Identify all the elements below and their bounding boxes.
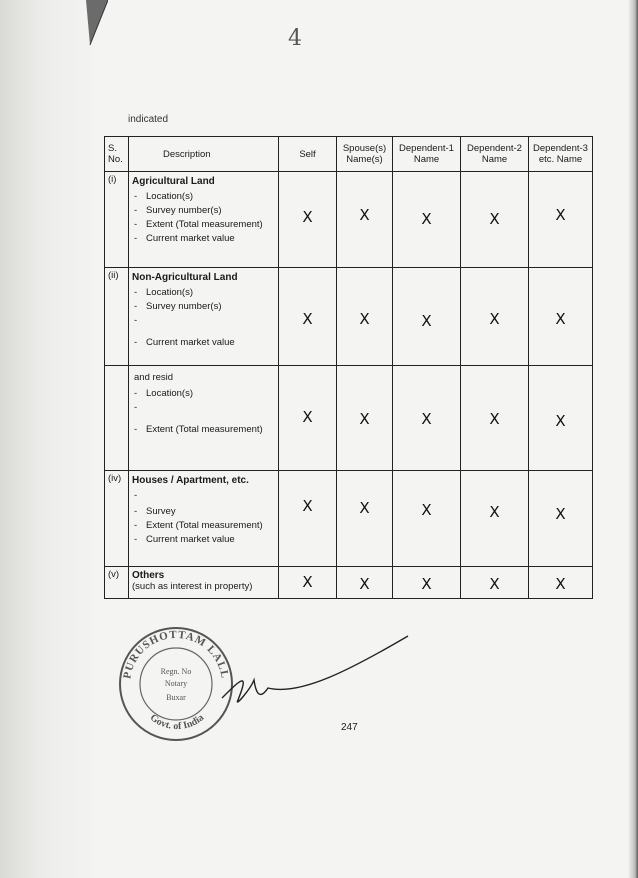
row-description xyxy=(129,567,279,599)
cell-self xyxy=(279,268,337,366)
cell-dependent-1 xyxy=(393,172,461,268)
table-header-row xyxy=(105,137,593,172)
list-item: - Extent (Total measurement) xyxy=(132,218,275,232)
cell-dependent-3 xyxy=(529,268,593,366)
cross-mark: X xyxy=(421,501,432,519)
cross-mark: X xyxy=(489,310,500,328)
cross-mark: X xyxy=(359,310,370,328)
row-category: Houses / Apartment, etc. xyxy=(132,475,249,486)
row-sno: (v) xyxy=(105,567,129,599)
list-spacer xyxy=(132,314,275,336)
svg-text:Govt. of India xyxy=(148,712,206,732)
signature xyxy=(220,630,410,710)
list-item: - Location(s) xyxy=(132,286,275,300)
cell-dependent-2 xyxy=(461,172,529,268)
list-spacer xyxy=(132,401,275,423)
cell-self xyxy=(279,471,337,567)
cross-mark: X xyxy=(302,497,313,515)
list-item: - Current market value xyxy=(132,232,275,246)
row-category: Others xyxy=(132,570,165,581)
cross-mark: X xyxy=(359,575,370,593)
row-category: Agricultural Land xyxy=(132,176,215,187)
cross-mark: X xyxy=(421,312,432,330)
folded-corner xyxy=(86,0,108,60)
cell-dependent-1 xyxy=(393,366,461,471)
row-sno: (i) xyxy=(105,172,129,268)
cross-mark: X xyxy=(489,410,500,428)
row-category: and resid xyxy=(134,372,174,383)
cross-mark: X xyxy=(489,503,500,521)
cell-self xyxy=(279,567,337,599)
cross-mark: X xyxy=(421,210,432,228)
cell-spouse xyxy=(337,366,393,471)
list-item: - Extent (Total measurement) xyxy=(132,423,275,437)
row-description xyxy=(129,268,279,366)
cell-dependent-3 xyxy=(529,471,593,567)
cell-dependent-1 xyxy=(393,471,461,567)
row-sno: (ii) xyxy=(105,268,129,366)
header-dependent-3: Dependent-3 etc. Name xyxy=(529,137,593,172)
intro-text: indicated xyxy=(128,114,169,125)
stamp-line: Notary xyxy=(164,679,188,688)
cell-self xyxy=(279,172,337,268)
header-spouse: Spouse(s) Name(s) xyxy=(337,137,393,172)
table-row xyxy=(105,172,593,268)
list-item: - Current market value xyxy=(132,336,275,350)
table-row xyxy=(105,268,593,366)
cross-mark: X xyxy=(302,310,313,328)
stamp-line: Regn. No xyxy=(160,667,192,676)
header-dependent-1: Dependent-1 Name xyxy=(393,137,461,172)
handwritten-page-number: 4 xyxy=(288,26,302,51)
cross-mark: X xyxy=(555,206,566,224)
list-item: - Extent (Total measurement) xyxy=(132,519,275,533)
row-category-note: (such as interest in property) xyxy=(132,581,253,592)
cell-self xyxy=(279,366,337,471)
page-right-edge xyxy=(628,0,638,878)
row-description xyxy=(129,471,279,567)
cross-mark: X xyxy=(421,410,432,428)
list-item: - Survey number(s) xyxy=(132,300,275,314)
list-item: - Location(s) xyxy=(132,190,275,204)
row-category: Non-Agricultural Land xyxy=(132,272,238,283)
cell-dependent-3 xyxy=(529,567,593,599)
cross-mark: X xyxy=(359,410,370,428)
cell-dependent-2 xyxy=(461,366,529,471)
cell-dependent-1 xyxy=(393,567,461,599)
header-self: Self xyxy=(279,137,337,172)
stamp-line: Buxar xyxy=(166,693,186,702)
table-row xyxy=(105,366,593,471)
book-spine-shadow xyxy=(0,0,100,878)
stamp-name: PURUSHOTTAM LALL xyxy=(121,628,231,680)
cell-spouse xyxy=(337,172,393,268)
cell-dependent-2 xyxy=(461,471,529,567)
cross-mark: X xyxy=(359,499,370,517)
list-item: - Survey xyxy=(132,505,275,519)
header-sno: S. No. xyxy=(105,137,129,172)
list-item: - Location(s) xyxy=(132,387,275,401)
cross-mark: X xyxy=(302,408,313,426)
cross-mark: X xyxy=(555,310,566,328)
cross-mark: X xyxy=(489,575,500,593)
cell-spouse xyxy=(337,567,393,599)
table-row xyxy=(105,567,593,599)
list-item: - Current market value xyxy=(132,533,275,547)
row-description xyxy=(129,366,279,471)
cell-dependent-3 xyxy=(529,172,593,268)
header-dependent-2: Dependent-2 Name xyxy=(461,137,529,172)
cell-spouse xyxy=(337,268,393,366)
list-spacer xyxy=(132,489,275,505)
cross-mark: X xyxy=(359,206,370,224)
header-description: Description xyxy=(129,137,279,172)
cell-spouse xyxy=(337,471,393,567)
cross-mark: X xyxy=(302,208,313,226)
list-item: - Survey number(s) xyxy=(132,204,275,218)
table-row xyxy=(105,471,593,567)
cell-dependent-3 xyxy=(529,366,593,471)
cross-mark: X xyxy=(421,575,432,593)
row-sno xyxy=(105,366,129,471)
cross-mark: X xyxy=(555,412,566,430)
footer-page-number: 247 xyxy=(341,722,358,733)
cross-mark: X xyxy=(489,210,500,228)
cross-mark: X xyxy=(555,505,566,523)
row-description xyxy=(129,172,279,268)
cell-dependent-2 xyxy=(461,567,529,599)
cross-mark: X xyxy=(302,573,313,591)
cell-dependent-2 xyxy=(461,268,529,366)
asset-declaration-table xyxy=(104,136,593,599)
cross-mark: X xyxy=(555,575,566,593)
cell-dependent-1 xyxy=(393,268,461,366)
row-sno: (iv) xyxy=(105,471,129,567)
stamp-govt: Govt. of India xyxy=(147,712,207,733)
